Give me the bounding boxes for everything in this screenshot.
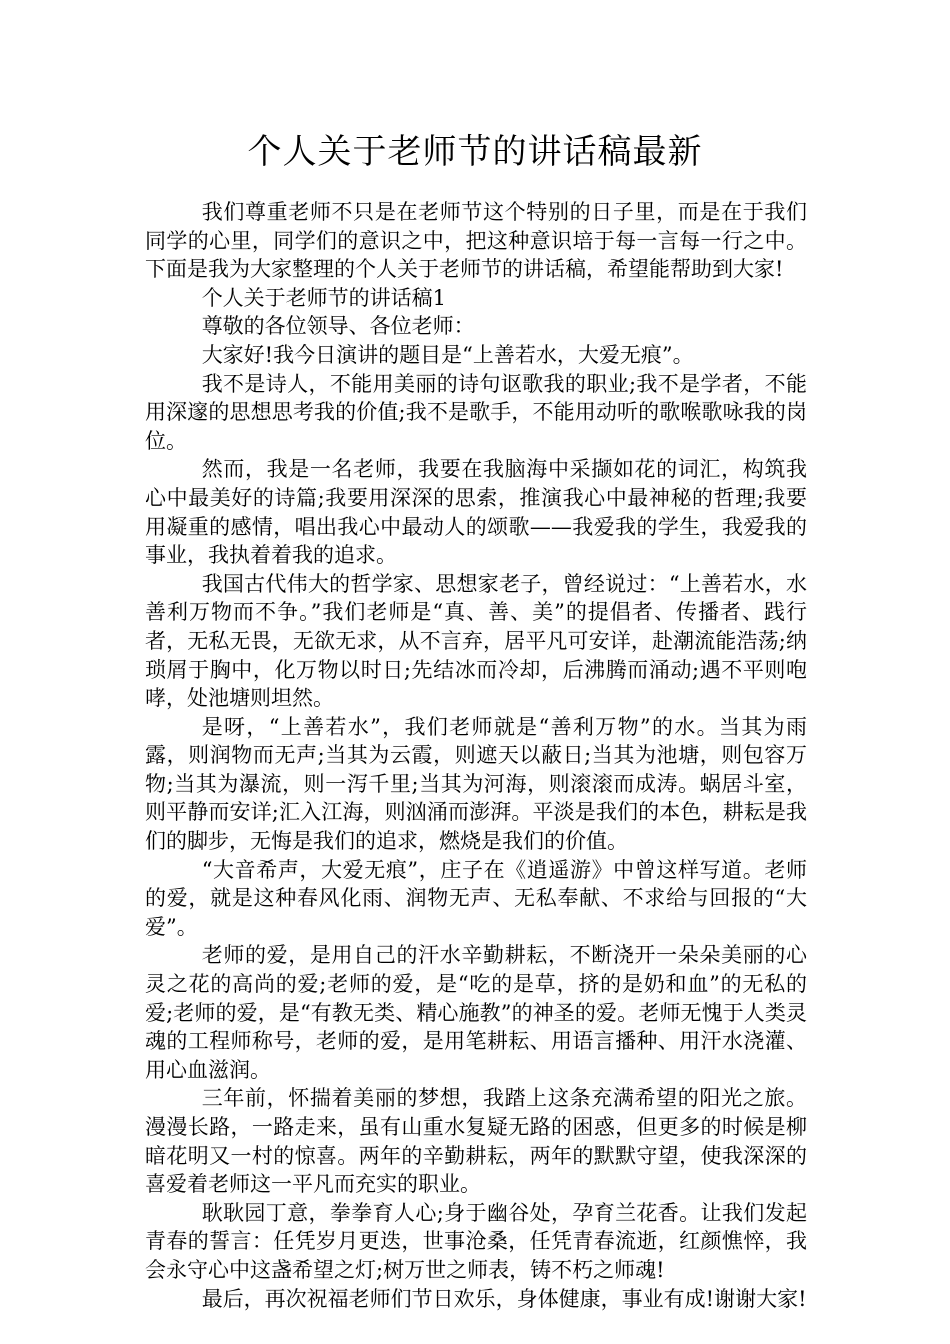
body-paragraph: 我不是诗人，不能用美丽的诗句讴歌我的职业;我不是学者，不能用深邃的思想思考我的价值;我不是歌手，不能用动听的歌喉歌咏我的岗位。: [145, 371, 807, 453]
section-heading: 个人关于老师节的讲话稿1: [201, 285, 447, 310]
body-paragraph: 老师的爱，是用自己的汗水辛勤耕耘，不断浇开一朵朵美丽的心灵之花的高尚的爱;老师的爱，是“吃的是草，挤的是奶和血”的无私的爱;老师的爱，是“有教无类、精心施教”的神圣的爱。老师无愧于人类灵魂的工程师称号，老师的爱，是用笔耕耘、用语言播种、用汗水浇灌、用心血滋润。: [145, 943, 807, 1082]
closing-paragraph: 最后，再次祝福老师们节日欢乐，身体健康，事业有成!谢谢大家!: [201, 1286, 807, 1311]
body-paragraph: 我国古代伟大的哲学家、思想家老子，曾经说过：“上善若水，水善利万物而不争。”我们老师是“真、善、美”的提倡者、传播者、践行者，无私无畏，无欲无求，从不言弃，居平凡可安详，赴潮流能浩荡;纳琐屑于胸中，化万物以时日;先结冰而冷却，后沸腾而涌动;遇不平则咆哮，处池塘则坦然。: [145, 571, 807, 711]
body-paragraph: 是呀，“上善若水”，我们老师就是“善利万物”的水。当其为雨露，则润物而无声;当其为云霞，则遮天以蔽日;当其为池塘，则包容万物;当其为瀑流，则一泻千里;当其为河海，则滚滚而成涛。蜗居斗室，则平静而安详;汇入江海，则汹涌而澎湃。平淡是我们的本色，耕耘是我们的脚步，无悔是我们的追求，燃烧是我们的价值。: [145, 714, 807, 854]
salutation: 尊敬的各位领导、各位老师：: [201, 314, 475, 339]
greeting-paragraph: 大家好!我今日演讲的题目是“上善若水，大爱无痕”。: [201, 342, 694, 367]
body-paragraph: 三年前，怀揣着美丽的梦想，我踏上这条充满希望的阳光之旅。漫漫长路，一路走来，虽有山重水复疑无路的困惑，但更多的时候是柳暗花明又一村的惊喜。两年的辛勤耕耘，两年的默默守望，使我深深的喜爱着老师这一平凡而充实的职业。: [145, 1086, 807, 1197]
body-paragraph: 然而，我是一名老师，我要在我脑海中采撷如花的词汇，构筑我心中最美好的诗篇;我要用深深的思索，推演我心中最神秘的哲理;我要用凝重的感情，唱出我心中最动人的颂歌——我爱我的学生，我爱我的事业，我执着着我的追求。: [145, 457, 807, 568]
document-body: [145, 198, 807, 1313]
body-paragraph: “大音希声，大爱无痕”，庄子在《逍遥游》中曾这样写道。老师的爱，就是这种春风化雨、润物无声、无私奉献、不求给与回报的“大爱”。: [145, 857, 807, 939]
body-paragraph: 耿耿园丁意，拳拳育人心;身于幽谷处，孕育兰花香。让我们发起青春的誓言：任凭岁月更迭，世事沧桑，任凭青春流逝，红颜憔悴，我会永守心中这盏希望之灯;树万世之师表，铸不朽之师魂!: [145, 1200, 807, 1282]
intro-paragraph: 我们尊重老师不只是在老师节这个特别的日子里，而是在于我们同学的心里，同学们的意识之中，把这种意识培于每一言每一行之中。下面是我为大家整理的个人关于老师节的讲话稿，希望能帮助到大家!: [145, 200, 807, 282]
document-title: 个人关于老师节的讲话稿最新: [247, 132, 703, 172]
